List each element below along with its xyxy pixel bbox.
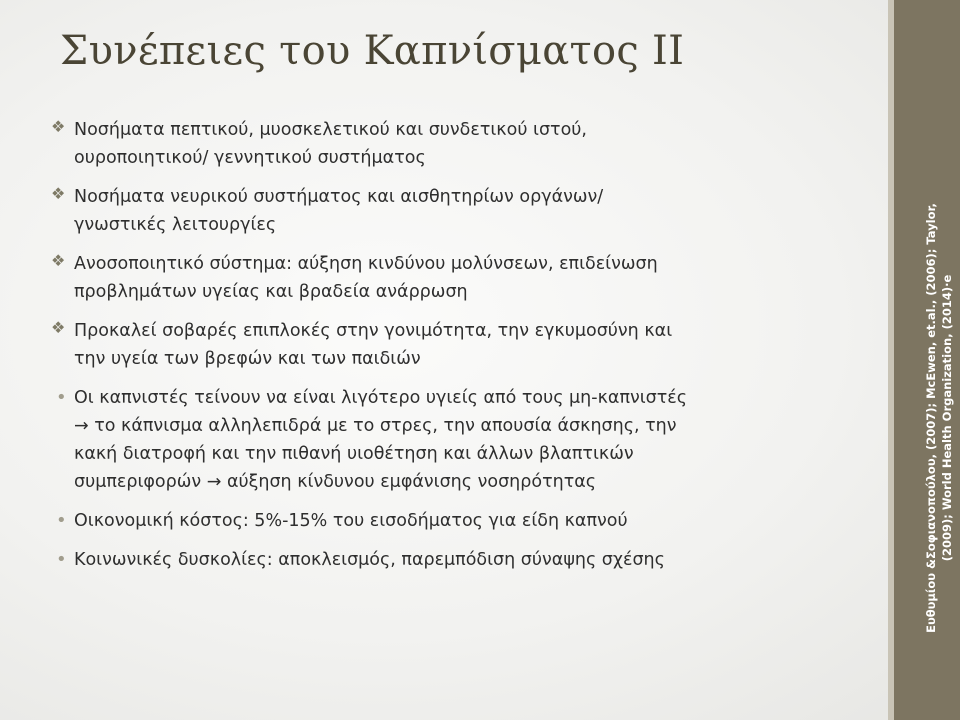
bullet-line: προβλημάτων υγείας και βραδεία ανάρρωση [74, 282, 468, 302]
bullet-line: γνωστικές λειτουργίες [74, 215, 277, 235]
citation-text: Ευθυμίου &Σοφιανοπούλου, (2007); McEwen, et.al., (2006); Taylor, (2009); World Health Organization, (2014)·e [924, 203, 954, 633]
dot-bullet-icon: • [56, 549, 67, 570]
bullet-line: ουροποιητικού/ γεννητικού συστήματος [74, 148, 426, 168]
sidebar-edge [888, 0, 894, 720]
bullet-line: την υγεία των βρεφών και των παιδιών [74, 349, 421, 369]
bullet-item [50, 250, 840, 306]
bullet-line: → το κάπνισμα αλληλεπιδρά με το στρες, την απουσία άσκησης, την [74, 416, 677, 436]
bullet-line: συμπεριφορών → αύξηση κίνδυνου εμφάνισης νοσηρότητας [74, 472, 597, 492]
bullet-line: Κοινωνικές δυσκολίες: αποκλεισμός, παρεμπόδιση σύναψης σχέσης [74, 550, 665, 570]
bullet-item [50, 183, 840, 239]
bullet-item [50, 507, 840, 535]
slide-title: Συνέπειες του Καπνίσματος ΙΙ [60, 28, 685, 74]
bullet-line: Προκαλεί σοβαρές επιπλοκές στην γονιμότητα, την εγκυμοσύνη και [74, 321, 673, 341]
bullet-line: Νοσήματα πεπτικού, μυοσκελετικού και συνδετικού ιστού, [74, 120, 587, 140]
bullet-item [50, 317, 840, 373]
dot-bullet-icon: • [56, 510, 67, 531]
diamond-bullet-icon: ❖ [51, 318, 66, 337]
bullet-line: Οικονομική κόστος: 5%-15% του εισοδήματος για είδη καπνού [74, 511, 628, 531]
bullet-item [50, 546, 840, 574]
diamond-bullet-icon: ❖ [51, 117, 66, 136]
bullet-list [50, 116, 840, 585]
dot-bullet-icon: • [56, 387, 67, 408]
bullet-line: Ανοσοποιητικό σύστημα: αύξηση κινδύνου μολύνσεων, επιδείνωση [74, 254, 658, 274]
bullet-line: κακή διατροφή και την πιθανή υιοθέτηση και άλλων βλαπτικών [74, 444, 634, 464]
bullet-line: Οι καπνιστές τείνουν να είναι λιγότερο υγιείς από τους μη-καπνιστές [74, 388, 688, 408]
diamond-bullet-icon: ❖ [51, 251, 66, 270]
diamond-bullet-icon: ❖ [51, 184, 66, 203]
bullet-item [50, 384, 840, 496]
bullet-line: Νοσήματα νευρικού συστήματος και αισθητηρίων οργάνων/ [74, 187, 604, 207]
bullet-item [50, 116, 840, 172]
